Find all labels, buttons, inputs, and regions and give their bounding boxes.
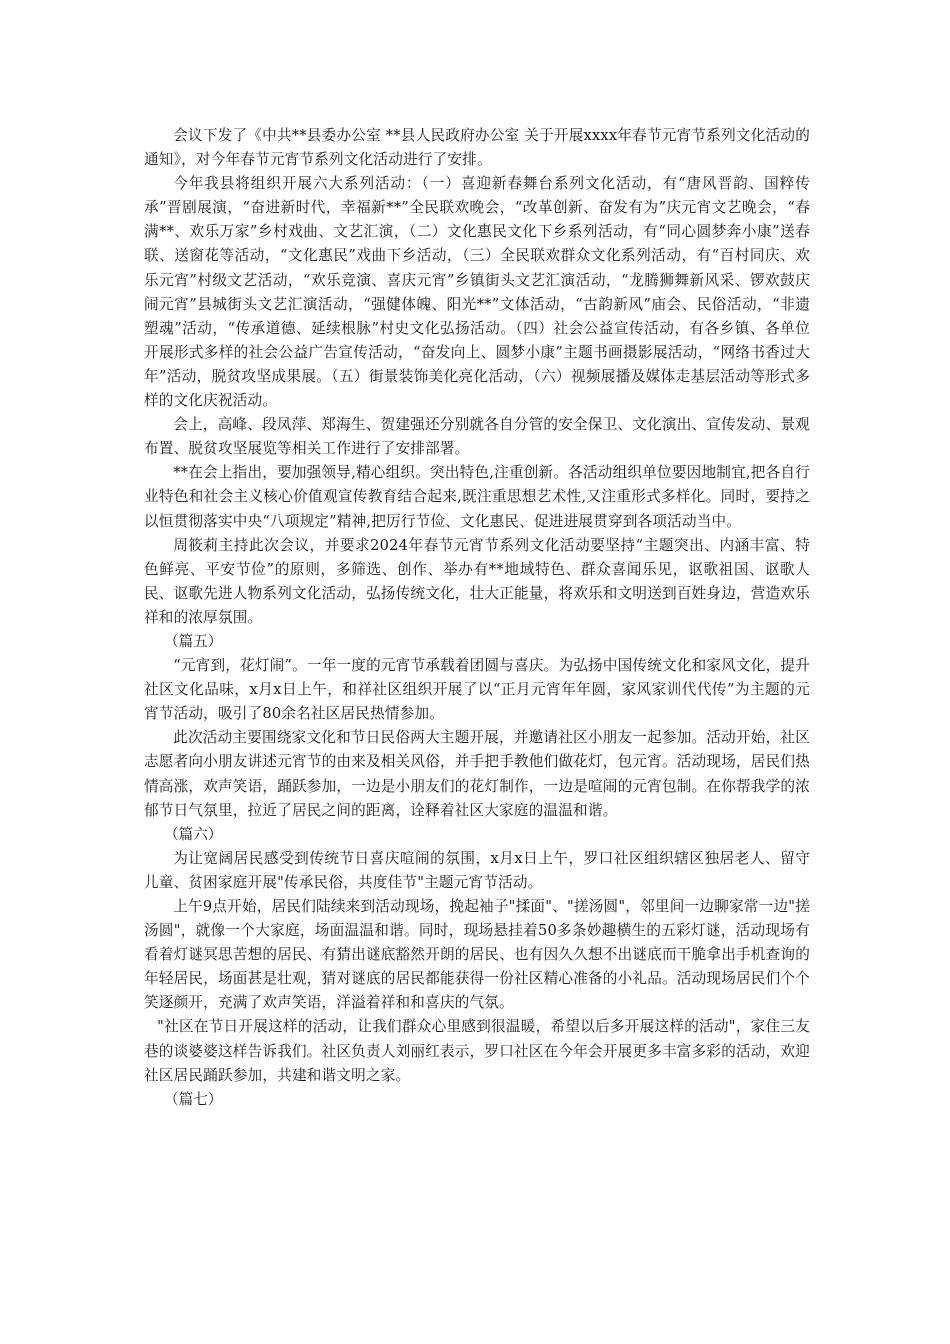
paragraph-7: 此次活动主要围绕家文化和节日民俗两大主题开展，并邀请社区小朋友一起参加。活动开始，社区志愿者向小朋友讲述元宵节的由来及相关风俗，并手把手教他们做花灯，包元宵。活动现场，居民们热情高涨，欢声笑语，踊跃参加，一边是小朋友们的花灯制作，一边是喧闹的元宵包制。在你帮我学的浓郁节日气氛里，拉近了居民之间的距离，诠释着社区大家庭的温温和谐。 bbox=[144, 729, 810, 819]
paragraph-9: 上午9点开始，居民们陆续来到活动现场，挽起袖子"揉面"、"搓汤圆"，邻里间一边聊家常一边"搓汤圆"，就像一个大家庭，场面温温和谐。同时，现场悬挂着50多条妙趣横生的五彩灯谜，活动现场有看着灯谜冥思苦想的居民、有猜出谜底豁然开朗的居民、也有因久久想不出谜底而干脆拿出手机查询的年轻居民，场面甚是壮观，猜对谜底的居民都能获得一份社区精心准备的小礼品。活动现场居民们个个笑逐颜开，充满了欢声笑语，洋溢着祥和和喜庆的气氛。 bbox=[144, 898, 810, 1012]
paragraph-6: “元宵到，花灯闹”。一年一度的元宵节承载着团圆与喜庆。为弘扬中国传统文化和家风文化，提升社区文化品味，x月x日上午，和祥社区组织开展了以“正月元宵年年圆，家风家训代代传”为主题的元宵节活动，吸引了80余名社区居民热情参加。 bbox=[144, 657, 810, 723]
paragraph-3: 会上，高峰、段凤萍、郑海生、贺建强还分别就各自分管的安全保卫、文化演出、宣传发动、景观布置、脱贫攻坚展览等相关工作进行了安排部署。 bbox=[144, 416, 810, 458]
paragraph-2: 今年我县将组织开展六大系列活动：（一）喜迎新春舞台系列文化活动，有“唐风晋韵、国粹传承”晋剧展演，“奋进新时代，幸福新**”全民联欢晚会，“改革创新、奋发有为”庆元宵文艺晚会，“春满**、欢乐万家”乡村戏曲、文艺汇演，（二）文化惠民文化下乡系列活动，有“同心圆梦奔小康”送春联、送窗花等活动，“文化惠民”戏曲下乡活动，（三）全民联欢群众文化系列活动，有“百村同庆、欢乐元宵”村级文艺活动，“欢乐竞演、喜庆元宵”乡镇街头文艺汇演活动，“龙腾狮舞新风采、锣欢鼓庆闹元宵”县城街头文艺汇演活动，“强健体魄、阳光**”文体活动，“古韵新风”庙会、民俗活动，“非遗塑魂”活动，“传承道德、延续根脉”村史文化弘扬活动。（四）社会公益宣传活动，有各乡镇、各单位开展形式多样的社会公益广告宣传活动，“奋发向上、圆梦小康”主题书画摄影展活动，“网络书香过大年”活动，脱贫攻坚成果展。（五）街景装饰美化亮化活动，（六）视频展播及媒体走基层活动等形式多样的文化庆祝活动。 bbox=[144, 175, 810, 410]
paragraph-5: 周筱莉主持此次会议，并要求2024年春节元宵节系列文化活动要坚持“主题突出、内涵丰富、特色鲜亮、平安节俭”的原则，多筛选、创作、举办有**地域特色、群众喜闻乐见，讴歌祖国、讴歌人民、讴歌先进人物系列文化活动，弘扬传统文化，壮大正能量，将欢乐和文明送到百姓身边，营造欢乐祥和的浓厚氛围。 bbox=[144, 536, 810, 626]
paragraph-4: **在会上指出，要加强领导,精心组织。突出特色,注重创新。各活动组织单位要因地制宜,把各自行业特色和社会主义核心价值观宣传教育结合起来,既注重思想艺术性,又注重形式多样化。同时，要持之以恒贯彻落实中央“八项规定”精神,把厉行节俭、文化惠民、促进进展贯穿到各项活动当中。 bbox=[144, 464, 810, 530]
paragraph-1: 会议下发了《中共**县委办公室 **县人民政府办公室 关于开展xxxx年春节元宵节系列文化活动的通知》，对今年春节元宵节系列文化活动进行了安排。 bbox=[144, 127, 810, 169]
paragraph-8: 为让宽阔居民感受到传统节日喜庆喧闹的氛围，x月x日上午，罗口社区组织辖区独居老人、留守儿童、贫困家庭开展"传承民俗，共度佳节"主题元宵节活动。 bbox=[144, 849, 810, 891]
section-label-5: （篇五） bbox=[164, 632, 223, 650]
section-label-6: （篇六） bbox=[164, 825, 223, 843]
paragraph-10: "社区在节日开展这样的活动，让我们群众心里感到很温暖，希望以后多开展这样的活动"，家住三友巷的谈婆婆这样告诉我们。社区负责人刘丽红表示，罗口社区在今年会开展更多丰富多彩的活动，欢迎社区居民踊跃参加，共建和谐文明之家。 bbox=[144, 1018, 810, 1084]
document-page bbox=[144, 124, 810, 1112]
section-label-7: （篇七） bbox=[164, 1090, 223, 1108]
